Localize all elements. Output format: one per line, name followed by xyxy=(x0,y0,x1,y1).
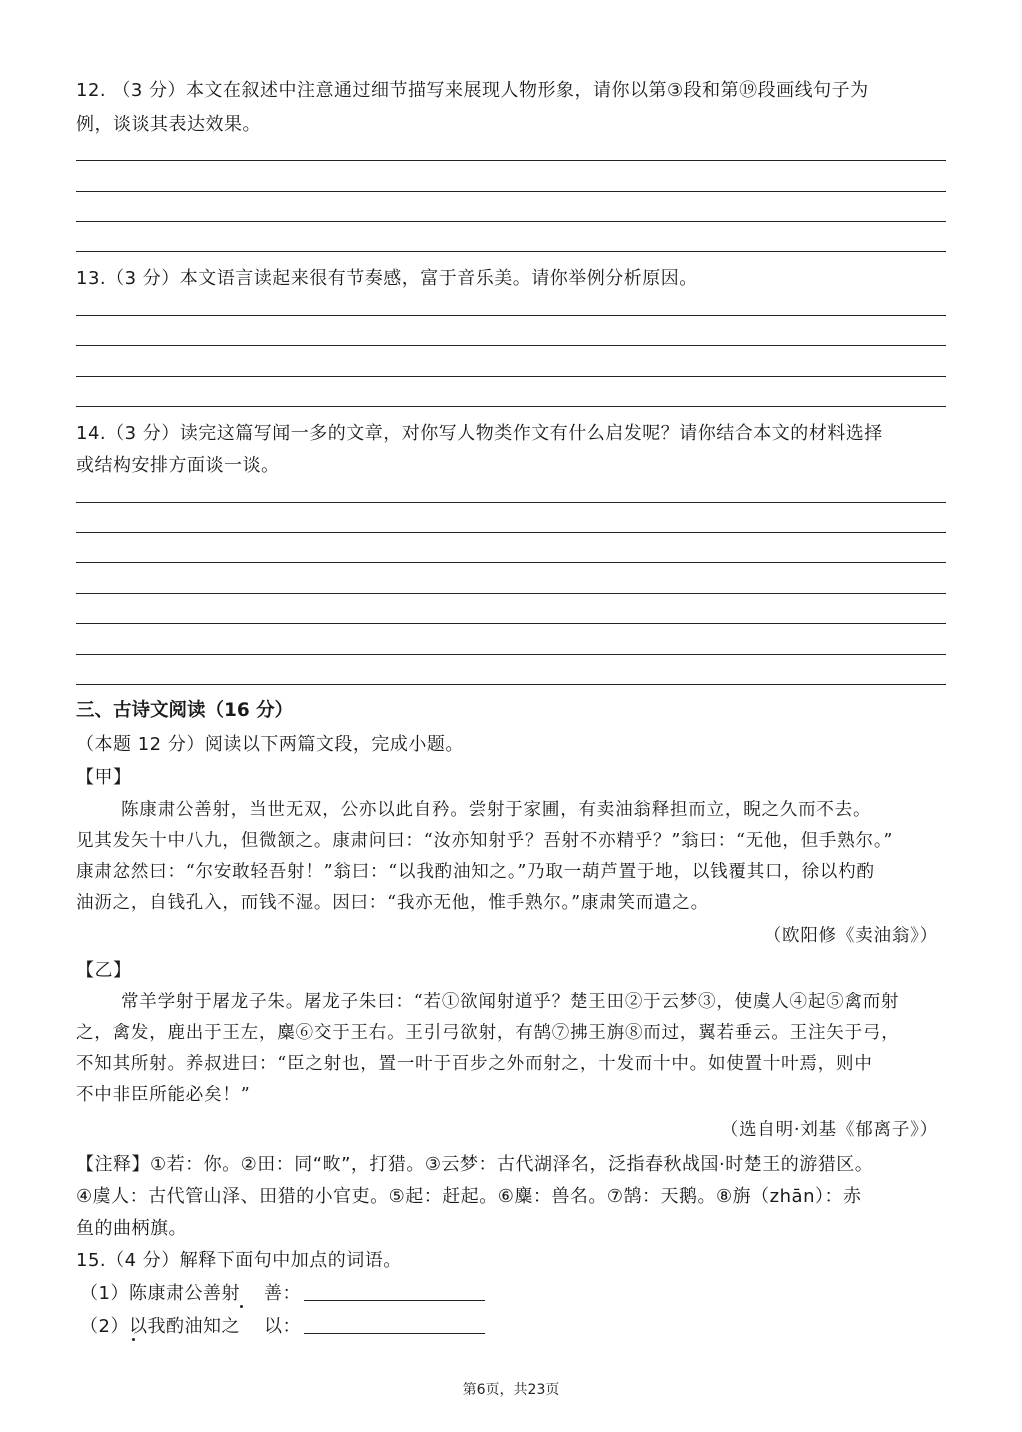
q15-title: 15.（4 分）解释下面句中加点的词语。 xyxy=(76,1250,402,1271)
section-intro: （本题 12 分）阅读以下两篇文段，完成小题。 xyxy=(76,734,464,755)
answer-line[interactable] xyxy=(76,654,946,655)
answer-line[interactable] xyxy=(76,406,946,407)
q15-item-sentence: （1）陈康肃公善射 xyxy=(80,1283,240,1304)
answer-line[interactable] xyxy=(76,345,946,346)
answer-line[interactable] xyxy=(76,593,946,594)
notes-line: 鱼的曲柄旗。 xyxy=(76,1218,187,1239)
answer-line[interactable] xyxy=(76,623,946,624)
q15-item-sentence: （2）以我酌油知之 xyxy=(80,1316,240,1337)
section-heading: 三、古诗文阅读（16 分） xyxy=(76,700,294,721)
answer-line[interactable] xyxy=(76,251,946,252)
passage-yi-line: 不知其所射。养叔进曰：“臣之射也，置一叶于百步之外而射之，十发而十中。如使置十叶焉，则中 xyxy=(76,1054,873,1074)
passage-yi-line: 之，禽发，鹿出于王左，麋⑥交于王右。王引弓欲射，有鹄⑦拂王旃⑧而过，翼若垂云。王注矢于弓， xyxy=(76,1023,900,1043)
passage-jia-source: （欧阳修《卖油翁》） xyxy=(763,926,938,946)
answer-blank[interactable] xyxy=(304,1300,485,1301)
passage-yi-line: 不中非臣所能必矣！” xyxy=(76,1085,251,1105)
answer-line[interactable] xyxy=(76,562,946,563)
notes-line: 【注释】①若：你。②田：同“畋”，打猎。③云梦：古代湖泽名，泛指春秋战国·时楚王的游猎区。 xyxy=(76,1154,874,1175)
q15-item-word: 以： xyxy=(264,1316,301,1337)
passage-jia-line: 康肃忿然曰：“尔安敢轻吾射！”翁曰：“以我酌油知之。”乃取一葫芦置于地，以钱覆其口，徐以杓酌 xyxy=(76,862,875,882)
answer-line[interactable] xyxy=(76,315,946,316)
q13-line1: 13.（3 分）本文语言读起来很有节奏感，富于音乐美。请你举例分析原因。 xyxy=(76,268,698,289)
passage-yi-line: 常羊学射于屠龙子朱。屠龙子朱曰：“若①欲闻射道乎？楚王田②于云梦③，使虞人④起⑤禽而射 xyxy=(121,992,900,1012)
answer-blank[interactable] xyxy=(304,1333,485,1334)
q14-line2: 或结构安排方面谈一谈。 xyxy=(76,455,280,476)
answer-line[interactable] xyxy=(76,502,946,503)
passage-jia-line: 油沥之，自钱孔入，而钱不湿。因曰：“我亦无他，惟手熟尔。”康肃笑而遣之。 xyxy=(76,893,709,913)
page-number: 第6页，共23页 xyxy=(462,1382,560,1398)
emphasis-dot xyxy=(132,1338,135,1341)
q15-item-word: 善： xyxy=(264,1283,301,1304)
answer-line[interactable] xyxy=(76,532,946,533)
answer-line[interactable] xyxy=(76,191,946,192)
answer-line[interactable] xyxy=(76,684,946,685)
answer-line[interactable] xyxy=(76,221,946,222)
q14-line1: 14.（3 分）读完这篇写闻一多的文章，对你写人物类作文有什么启发呢？请你结合本文的材料选择 xyxy=(76,423,883,444)
answer-line[interactable] xyxy=(76,376,946,377)
passage-yi-source: （选自明·刘基《郁离子》） xyxy=(720,1120,938,1140)
passage-jia-line: 陈康肃公善射，当世无双，公亦以此自矜。尝射于家圃，有卖油翁释担而立，睨之久而不去。 xyxy=(121,800,872,820)
passage-jia-label: 【甲】 xyxy=(76,767,132,788)
notes-line: ④虞人：古代管山泽、田猎的小官吏。⑤起：赶起。⑥麋：兽名。⑦鹄：天鹅。⑧旃（zhān）：赤 xyxy=(76,1186,862,1207)
answer-line[interactable] xyxy=(76,160,946,161)
passage-yi-label: 【乙】 xyxy=(76,960,132,981)
passage-jia-line: 见其发矢十中八九，但微颔之。康肃问曰：“汝亦知射乎？吾射不亦精乎？”翁曰：“无他，但手熟尔。” xyxy=(76,831,894,851)
emphasis-dot xyxy=(240,1305,243,1308)
q12-line2: 例，谈谈其表达效果。 xyxy=(76,114,261,135)
q12-line1: 12. （3 分）本文在叙述中注意通过细节描写来展现人物形象，请你以第③段和第⑲段画线句子为 xyxy=(76,80,869,101)
